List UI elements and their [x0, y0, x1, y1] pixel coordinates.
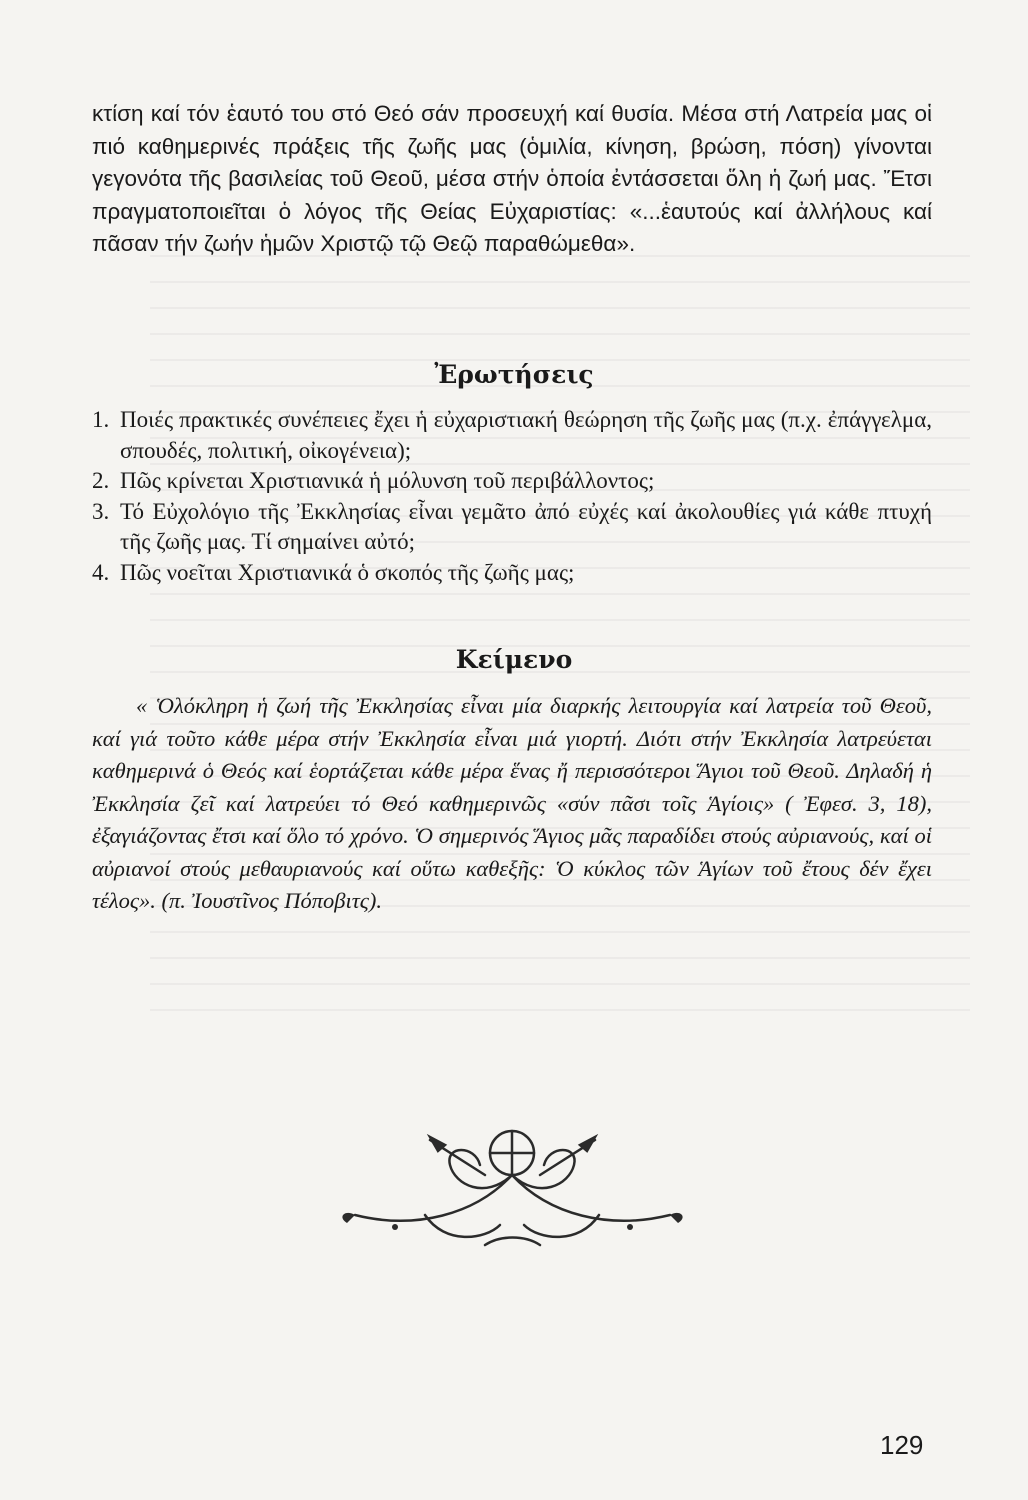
text-heading: Κείμενο: [455, 645, 573, 674]
question-text: Τό Εὐχολόγιο τῆς Ἐκκλησίας εἶναι γεμᾶτο ἀπό εὐχές καί ἀκολουθίες γιά κάθε πτυχή τῆς ζωῆς μας. Τί σημαίνει αὐτό;: [120, 498, 932, 554]
question-number: 4.: [92, 559, 110, 585]
question-item: [92, 405, 932, 466]
question-text: Ποιές πρακτικές συνέπειες ἔχει ἡ εὐχαριστιακή θεώρηση τῆς ζωῆς μας (π.χ. ἐπάγγελμα, σπουδές, πολιτική, οἰκογένεια);: [120, 407, 932, 463]
question-text: Πῶς κρίνεται Χριστιανικά ἡ μόλυνση τοῦ περιβάλλοντος;: [120, 468, 655, 493]
question-number: 1.: [92, 407, 110, 432]
page-number: 129: [880, 1430, 924, 1460]
question-item: [92, 497, 932, 558]
questions-list: [92, 405, 932, 588]
intro-paragraph: κτίση καί τόν ἑαυτό του στό Θεό σάν προσευχή καί θυσία. Μέσα στή Λατρεία μας οἱ πιό καθημερινές πράξεις τῆς ζωῆς μας (ὁμιλία, κίνηση, βρώση, πόση) γίνονται γεγονότα τῆς βασιλείας τοῦ Θεοῦ, μέσα στήν ὁποία ἐντάσσεται ὅλη ἡ ζωή μας. Ἔτσι πραγματοποιεῖται ὁ λόγος τῆς Θείας Εὐχαριστίας: «...ἑαυτούς καί ἀλλήλους καί πᾶσαν τήν ζωήν ἡμῶν Χριστῷ τῷ Θεῷ παραθώμεθα».: [92, 101, 932, 256]
questions-heading: Ἐρωτήσεις: [434, 360, 594, 389]
decorative-ornament-icon: [335, 1105, 690, 1255]
question-item: [92, 558, 932, 589]
question-number: 3.: [92, 498, 110, 524]
question-text: Πῶς νοεῖται Χριστιανικά ὁ σκοπός τῆς ζωῆς μας;: [120, 559, 575, 585]
question-item: [92, 466, 932, 497]
quote-paragraph: « Ὁλόκληρη ἡ ζωή τῆς Ἐκκλησίας εἶναι μία διαρκής λειτουργία καί λατρεία τοῦ Θεοῦ, καί γιά τοῦτο κάθε μέρα στήν Ἐκκλησία εἶναι μιά γιορτή. Διότι στήν Ἐκκλησία λατρεύεται καθημερινά ὁ Θεός καί ἑορτάζεται κάθε μέρα ἕνας ἤ περισσότεροι Ἅγιοι τοῦ Θεοῦ. Δηλαδή ἡ Ἐκκλησία ζεῖ καί λατρεύει τό Θεό καθημερινῶς «σύν πᾶσι τοῖς Ἁγίοις» ( Ἐφεσ. 3, 18), ἐξαγιάζοντας ἔτσι καί ὅλο τό χρόνο. Ὁ σημερινός Ἅγιος μᾶς παραδίδει στούς αὐριανούς, καί οἱ αὐριανοί στούς μεθαυριανούς καί οὕτω καθεξῆς: Ὁ κύκλος τῶν Ἁγίων τοῦ ἔτους δέν ἔχει τέλος». (π. Ἰουστῖνος Πόποβιτς).: [92, 693, 932, 913]
question-number: 2.: [92, 468, 110, 493]
